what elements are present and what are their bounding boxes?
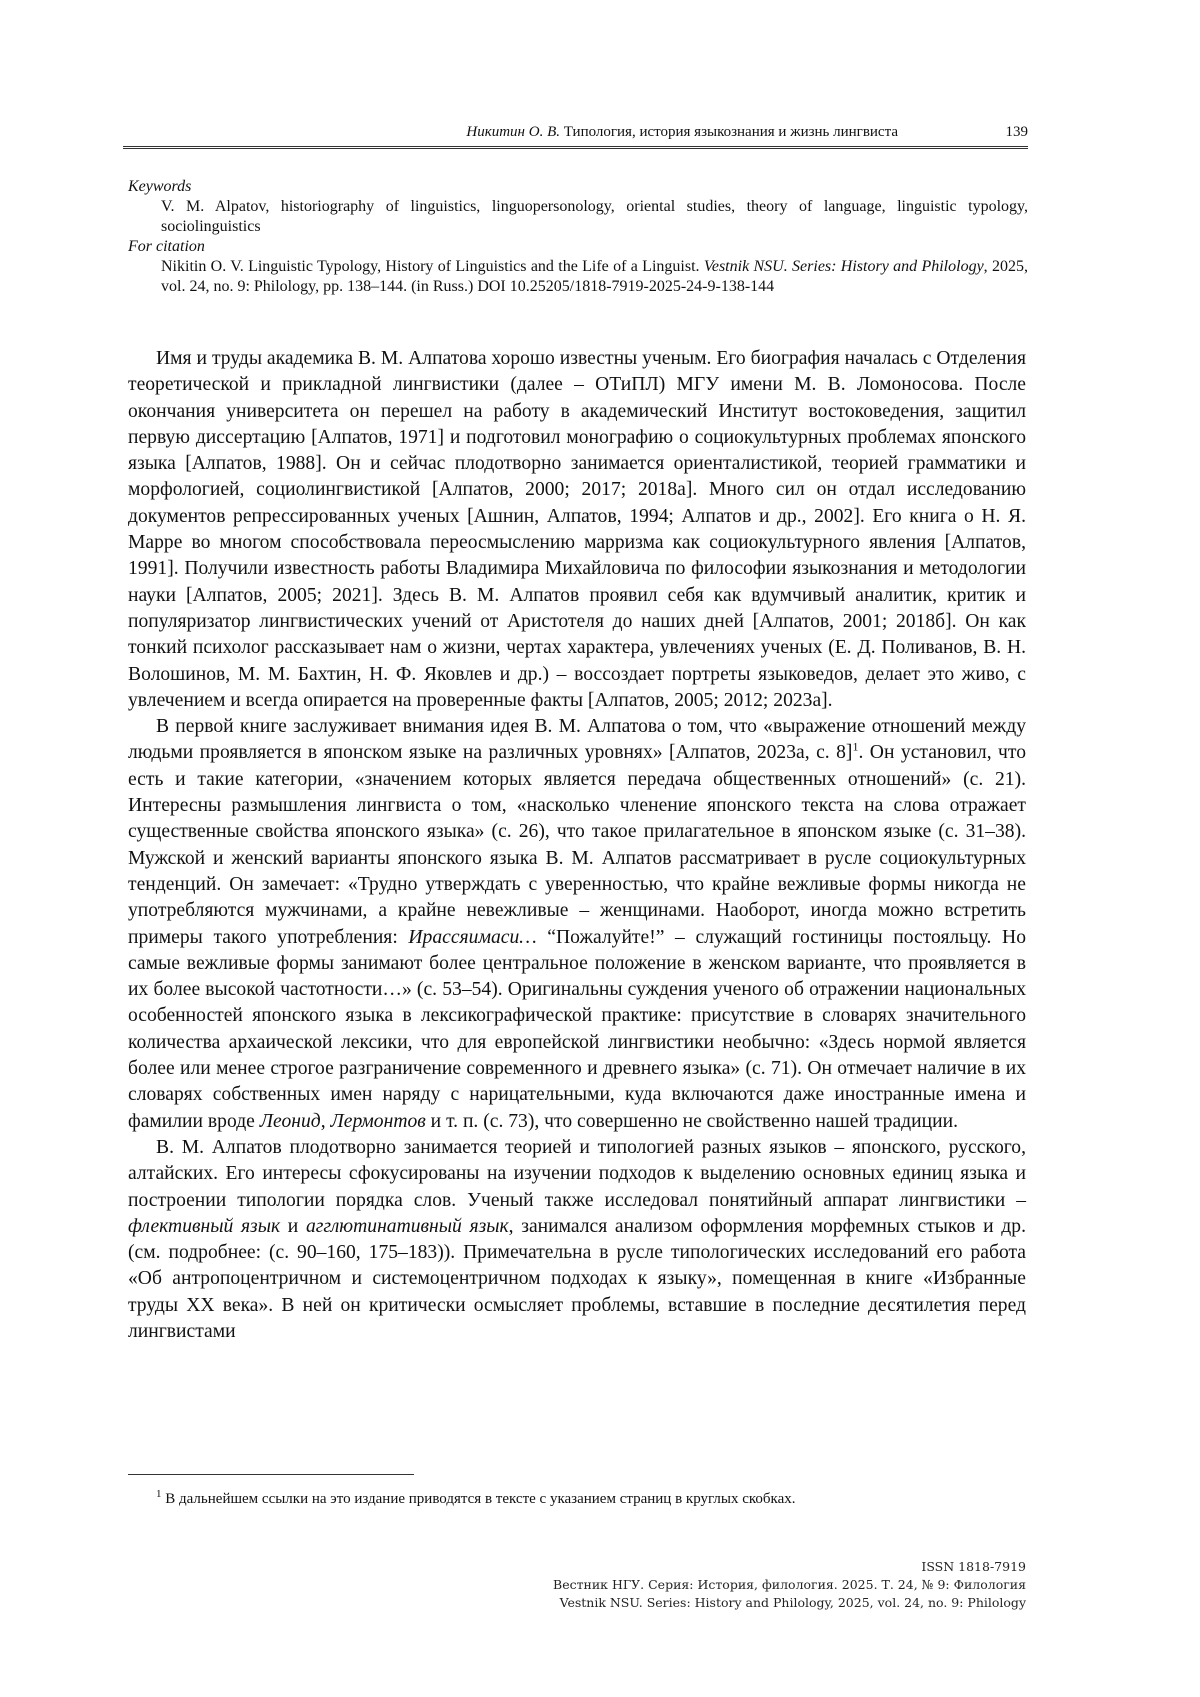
footer-issn: ISSN 1818-7919 bbox=[921, 1559, 1026, 1574]
footnote-mark: 1 bbox=[156, 1488, 162, 1500]
paragraph-3 bbox=[128, 1135, 1026, 1345]
footnote bbox=[128, 1484, 1026, 1509]
footnote-ref[interactable]: 1 bbox=[852, 739, 859, 754]
header-author: Никитин О. В. bbox=[466, 124, 560, 140]
footnote-text: В дальнейшем ссылки на это издание приводятся в тексте с указанием страниц в круглых скобках. bbox=[165, 1491, 796, 1507]
article-meta bbox=[128, 177, 1028, 297]
p2-italic-1: Ирассяимаси… bbox=[408, 926, 537, 948]
paragraph-2 bbox=[128, 714, 1026, 1135]
keywords-text: V. M. Alpatov, historiography of linguistics, linguopersonology, oriental studies, theory of language, linguistic typology, sociolinguistics bbox=[161, 198, 1028, 235]
citation-rest: , 2025, vol. 24, no. 9: Philology, pp. 138–144. (in Russ.) DOI 10.25205/1818-7919-2025-24-9-138-144 bbox=[161, 258, 1028, 295]
footer-journal-en: Vestnik NSU. Series: History and Philology, 2025, vol. 24, no. 9: Philology bbox=[559, 1595, 1026, 1610]
page-number: 139 bbox=[1005, 124, 1028, 140]
p2-text-a: В первой книге заслуживает внимания идея В. М. Алпатова о том, что «выражение отношений между людьми проявляется в японском языке на различных уровнях» [Алпатов, 2023а, с. 8] bbox=[128, 716, 1026, 764]
running-title bbox=[466, 124, 898, 141]
footnote-divider bbox=[128, 1474, 414, 1475]
p3-italic-2: агглютинативный язык bbox=[305, 1215, 509, 1237]
keywords-label: Keywords bbox=[128, 178, 192, 195]
p2-text-b: . Он установил, что есть и такие категории, «значением которых является передача общественных отношений» (с. 21). Интересны размышления лингвиста о том, «насколько членение японского текста на слова отражает существенные свойства японского языка» (с. 26), что такое прилагательное в японском языке (с. 31–38). Мужской и женский варианты японского языка В. М. Алпатов рассматривает в русле социокультурных тенденций. Он замечает: «Трудно утверждать с уверенностью, что крайне вежливые формы никогда не употребляются мужчинами, а крайне невежливые – женщинами. Наоборот, иногда можно встретить примеры такого употребления: bbox=[128, 742, 1026, 948]
running-header bbox=[123, 120, 1028, 149]
page-footer bbox=[553, 1558, 1026, 1612]
p2-italic-3: Лермонтов bbox=[330, 1110, 426, 1132]
p3-text-c: , занимался анализом оформления морфемных стыков и др. (см. подробнее: (с. 90–160, 175–183)). Примечательна в русле типологических исследований его работа «Об антропоцентричном и системоцентричном подходах к языку», помещенная в книге «Избранные труды XX века». В ней он критически осмысляет проблемы, вставшие в последние десятилетия перед лингвистами bbox=[128, 1215, 1026, 1342]
citation-label: For citation bbox=[128, 238, 205, 255]
paragraph-1: Имя и труды академика В. М. Алпатова хорошо известны ученым. Его биография началась с Отделения теоретической и прикладной лингвистики (далее – ОТиПЛ) МГУ имени М. В. Ломоносова. После окончания университета он перешел на работу в академический Институт востоковедения, защитил первую диссертацию [Алпатов, 1971] и подготовил монографию о социокультурных проблемах японского языка [Алпатов, 1988]. Он и сейчас плодотворно занимается ориенталистикой, теорией грамматики и морфологией, социолингвистикой [Алпатов, 2000; 2017; 2018а]. Много сил он отдал исследованию документов репрессированных ученых [Ашнин, Алпатов, 1994; Алпатов и др., 2002]. Его книга о Н. Я. Марре во многом способствовала переосмыслению марризма как социокультурного явления [Алпатов, 1991]. Получили известность работы Владимира Михайловича по философии языкознания и методологии науки [Алпатов, 2005; 2021]. Здесь В. М. Алпатов проявил себя как вдумчивый аналитик, критик и популяризатор лингвистических учений от Аристотеля до наших дней [Алпатов, 2001; 2018б]. Он как тонкий психолог рассказывает нам о жизни, чертах характера, увлечениях ученых (Е. Д. Поливанов, В. Н. Волошинов, М. М. Бахтин, Н. Ф. Яковлев и др.) – воссоздает портреты языковедов, делает это живо, с увлечением и всегда опирается на проверенные факты [Алпатов, 2005; 2012; 2023а]. bbox=[128, 348, 1026, 711]
p2-text-d: , bbox=[320, 1110, 331, 1132]
p3-text-b: и bbox=[280, 1215, 306, 1237]
p2-text-e: и т. п. (с. 73), что совершенно не свойственно нашей традиции. bbox=[425, 1110, 958, 1132]
p2-italic-2: Леонид bbox=[259, 1110, 321, 1132]
footer-journal-ru: Вестник НГУ. Серия: История, филология. 2025. Т. 24, № 9: Филология bbox=[553, 1577, 1026, 1592]
p3-text-a: В. М. Алпатов плодотворно занимается теорией и типологией разных языков – японского, русского, алтайских. Его интересы сфокусированы на изучении подходов к выделению основных единиц языка и построении типологии порядка слов. Ученый также исследовал понятийный аппарат лингвистики – bbox=[128, 1136, 1026, 1211]
citation-main: Nikitin O. V. Linguistic Typology, History of Linguistics and the Life of a Linguist. bbox=[161, 258, 700, 275]
citation-text bbox=[128, 257, 1028, 297]
citation-journal: Vestnik NSU. Series: History and Philology bbox=[703, 258, 984, 275]
article-body bbox=[128, 346, 1026, 1345]
p2-text-c: “Пожалуйте!” – служащий гостиницы постояльцу. Но самые вежливые формы занимают более центральное положение в женском варианте, что проявляется в их более высокой частотности…» (с. 53–54). Оригинальны суждения ученого об отражении национальных особенностей японского языка в лексикографической практике: присутствие в словарях значительного количества архаической лексики, что для европейской лингвистики необычно: «Здесь нормой является более или менее строгое разграничение современного и древнего языка» (с. 71). Он отмечает наличие в их словарях собственных имен наряду с нарицательными, куда включаются даже иностранные имена и фамилии вроде bbox=[128, 926, 1026, 1132]
header-title: Типология, история языкознания и жизнь лингвиста bbox=[563, 124, 898, 140]
p3-italic-1: флективный язык bbox=[128, 1215, 281, 1237]
